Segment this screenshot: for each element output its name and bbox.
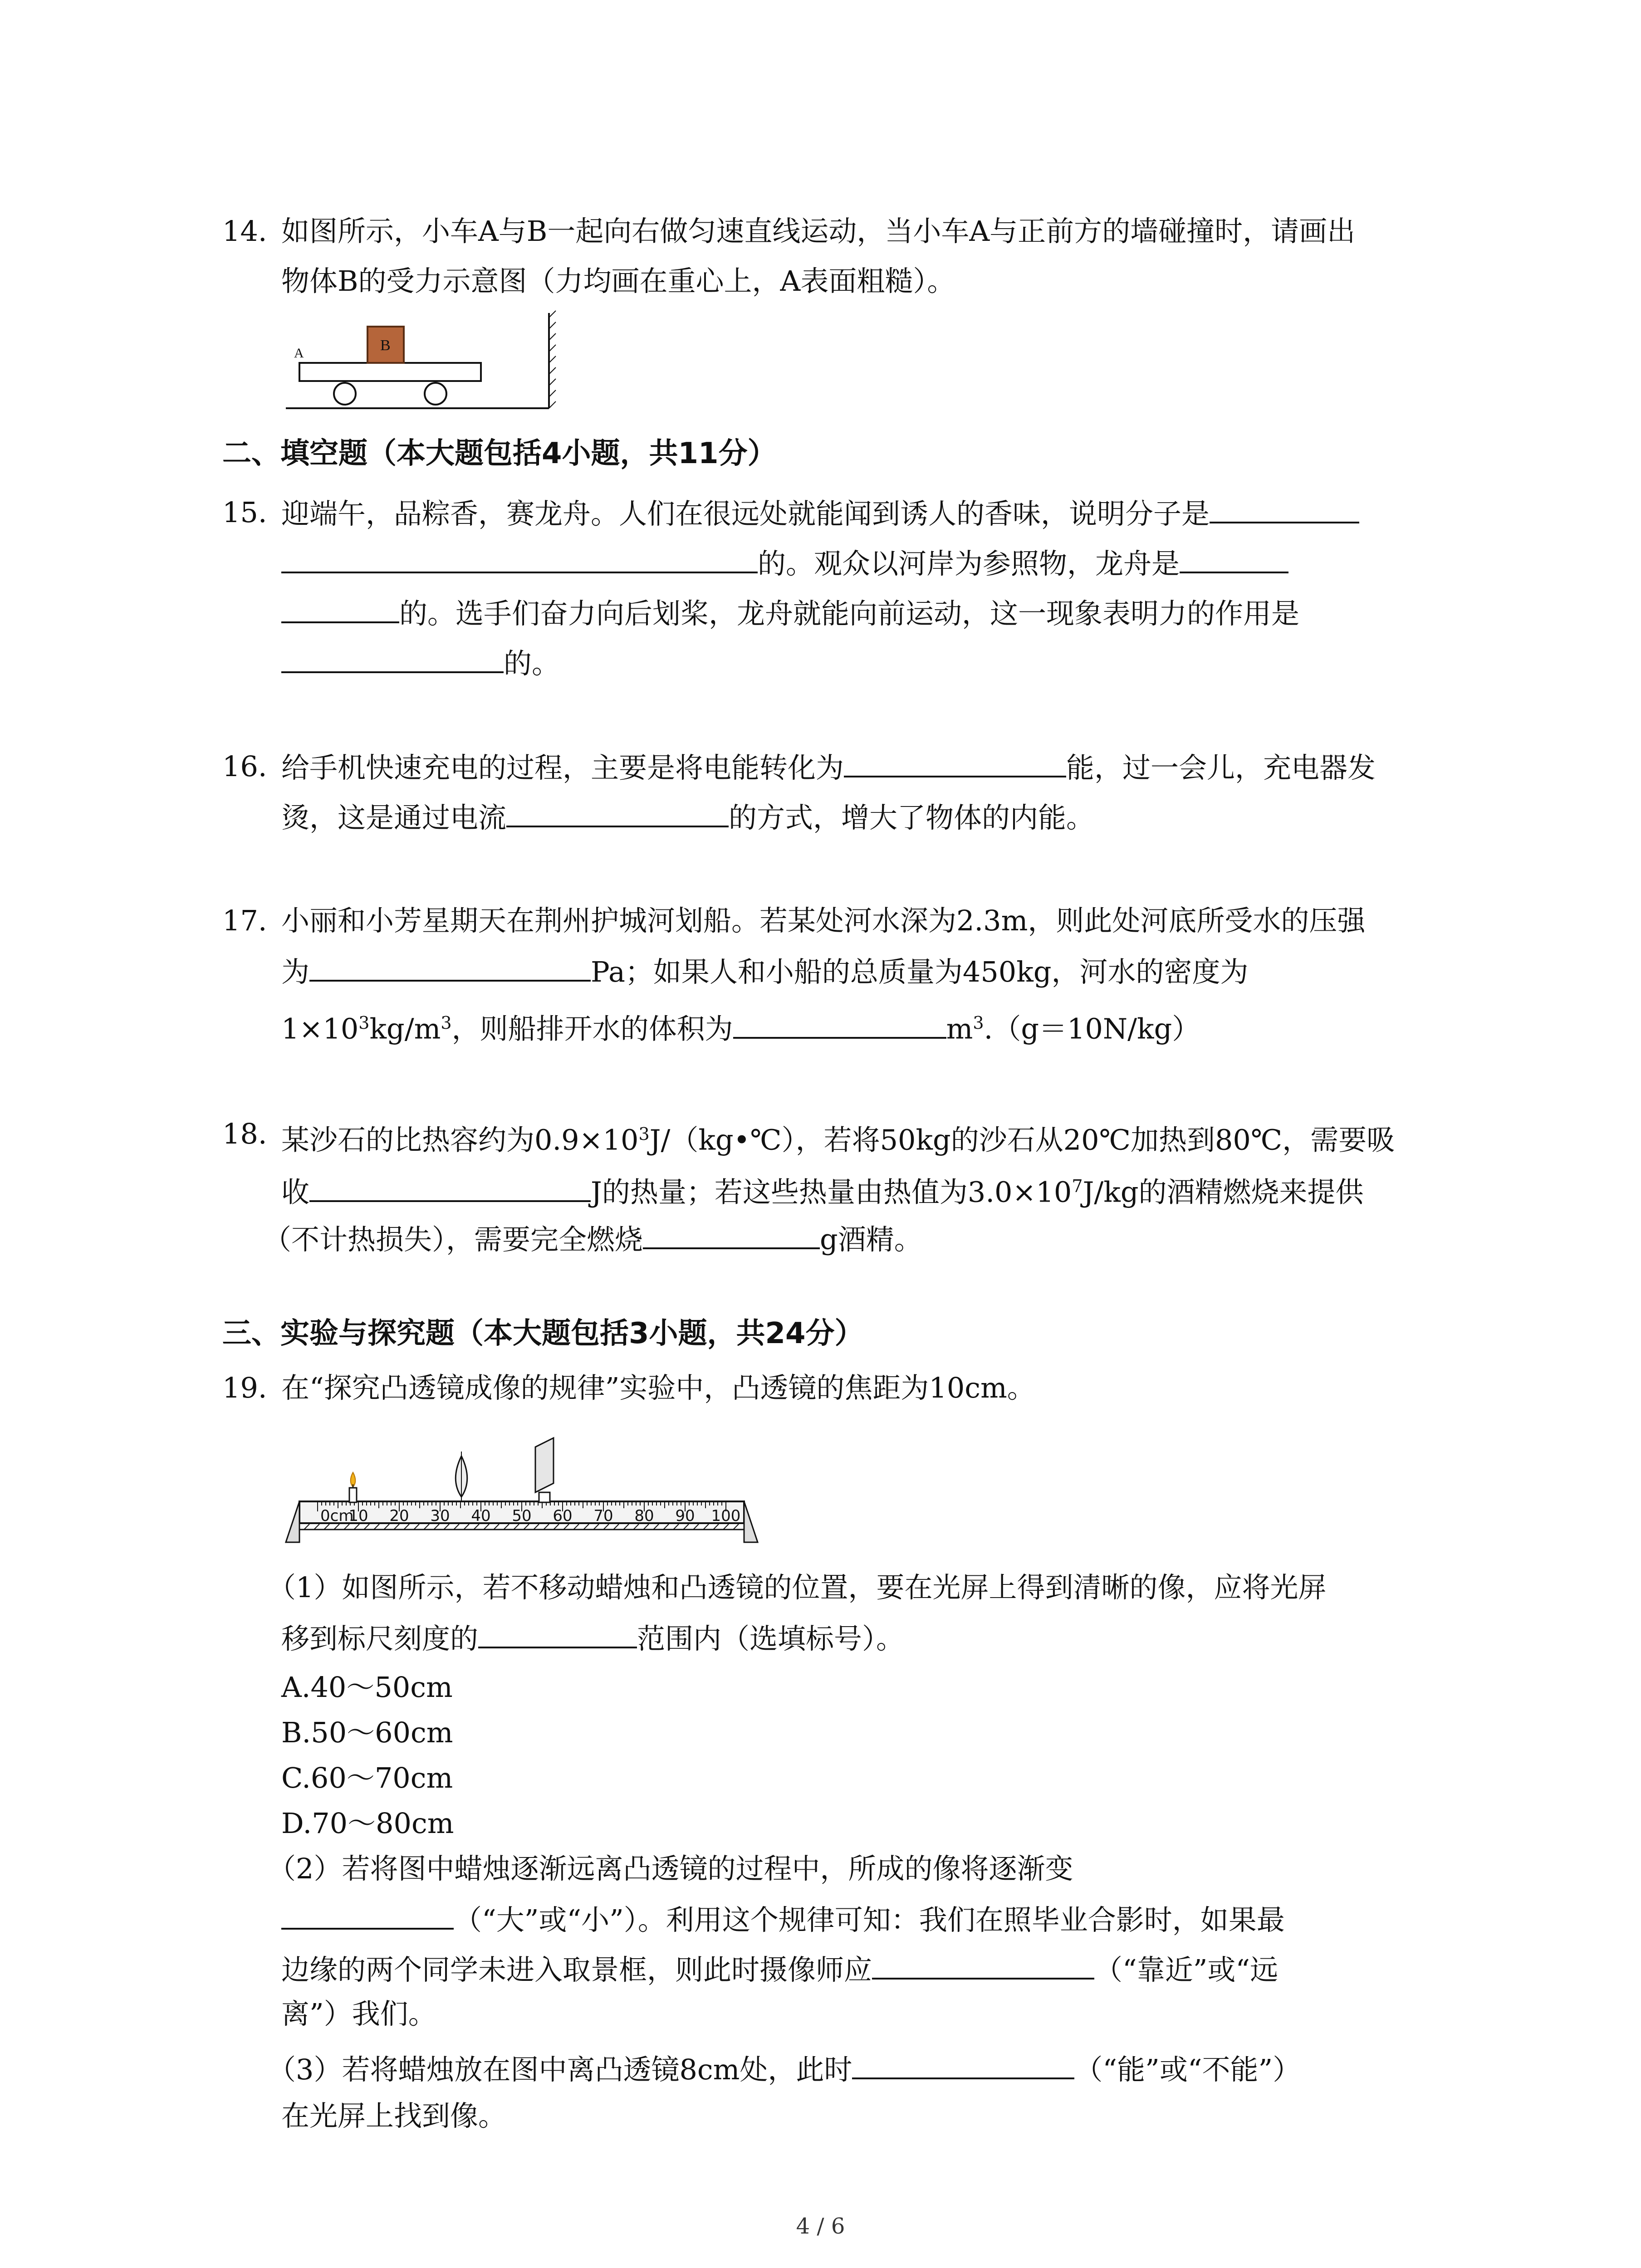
q15-blank-3[interactable]: [281, 644, 504, 673]
hatch-line: [544, 1524, 549, 1530]
hatch-line: [573, 1524, 579, 1530]
hatch-line: [613, 1524, 619, 1530]
q19-number: 19.: [222, 1371, 267, 1404]
q16-number: 16.: [222, 750, 267, 783]
section-3-title: 三、实验与探究题（本大题包括3小题，共24分）: [222, 1317, 864, 1350]
optical-bench-figure: [281, 1429, 771, 1551]
candle: [349, 1472, 357, 1502]
cart-wheel-left: [334, 383, 356, 405]
hatch-line: [703, 1524, 709, 1530]
hatch-line: [534, 1524, 539, 1530]
q15-blank-2-cont[interactable]: [281, 594, 399, 623]
q14-number: 14.: [222, 215, 267, 248]
hatch-line: [424, 1524, 429, 1530]
q19-text-line1: 在“探究凸透镜成像的规律”实验中，凸透镜的焦距为10cm。: [281, 1371, 1035, 1404]
q16-blank-1[interactable]: [844, 748, 1066, 777]
ruler-tick-label: 90: [675, 1507, 695, 1525]
cart-a-label: A: [294, 346, 304, 361]
q19-part3-line2: 在光屏上找到像。: [281, 2099, 507, 2132]
hatch-line: [663, 1524, 669, 1530]
hatch-line: [454, 1524, 459, 1530]
hatch-line: [494, 1524, 499, 1530]
q15-text-line4: 的。: [281, 644, 560, 682]
q19-blank-2[interactable]: [281, 1901, 454, 1930]
q14-cart-figure: [281, 308, 563, 417]
q17-text-line1: 小丽和小芳星期天在荆州护城河划船。若某处河水深为2.3m，则此处河底所受水的压强: [281, 904, 1366, 937]
ruler-tick-label: 30: [430, 1507, 450, 1525]
q17-blank-1[interactable]: [309, 953, 591, 982]
q19-blank-1[interactable]: [478, 1619, 637, 1648]
hatch-line: [583, 1524, 589, 1530]
bench-leg-left: [286, 1501, 299, 1542]
ruler-tick-label: 100: [711, 1507, 741, 1525]
q16-text-line1: 给手机快速充电的过程，主要是将电能转化为 能，过一会儿，充电器发: [281, 748, 1376, 786]
q14-text-line2: 物体B的受力示意图（力均画在重心上，A表面粗糙）。: [281, 264, 955, 298]
q19-blank-4[interactable]: [852, 2050, 1074, 2079]
q19-part3-line1: （3）若将蜡烛放在图中离凸透镜8cm处，此时 （“能”或“不能”）: [268, 2050, 1301, 2088]
q16-text-line2: 烫，这是通过电流 的方式，增大了物体的内能。: [281, 798, 1094, 836]
q19-option-d[interactable]: D.70～80cm: [281, 1807, 454, 1840]
ruler-tick-label: 10: [348, 1507, 368, 1525]
ruler-tick-label: 70: [593, 1507, 613, 1525]
q19-part2-line1: （2）若将图中蜡烛逐渐远离凸透镜的过程中，所成的像将逐渐变: [268, 1852, 1073, 1885]
q19-part1-line1: （1）如图所示，若不移动蜡烛和凸透镜的位置，要在光屏上得到清晰的像，应将光屏: [268, 1571, 1327, 1604]
hatch-line: [314, 1524, 319, 1530]
block-b-label: B: [380, 337, 391, 354]
q19-option-a[interactable]: A.40～50cm: [281, 1671, 453, 1704]
cart-a-body: [299, 363, 481, 381]
hatch-line: [414, 1524, 419, 1530]
section-2-title: 二、填空题（本大题包括4小题，共11分）: [222, 437, 777, 470]
q19-option-b[interactable]: B.50～60cm: [281, 1716, 453, 1749]
q19-part2-line4: 离”）我们。: [281, 1997, 436, 2030]
ruler-tick-label: 40: [471, 1507, 491, 1525]
q18-blank-1[interactable]: [309, 1173, 591, 1202]
q16-blank-2[interactable]: [506, 798, 729, 827]
ruler-tick-label: 50: [512, 1507, 532, 1525]
q17-text-line2: 为 Pa；如果人和小船的总质量为450kg，河水的密度为: [281, 953, 1249, 990]
q17-number: 17.: [222, 904, 267, 937]
hatch-line: [653, 1524, 659, 1530]
convex-lens: [456, 1452, 467, 1501]
q19-part2-line3: 边缘的两个同学未进入取景框，则此时摄像师应 （“靠近”或“远: [281, 1950, 1278, 1988]
page-number: 4 / 6: [796, 2214, 845, 2239]
hatch-line: [623, 1524, 629, 1530]
q19-option-c[interactable]: C.60～70cm: [281, 1761, 453, 1794]
ruler-tick-label: 60: [553, 1507, 573, 1525]
bench-leg-right: [744, 1501, 758, 1542]
q17-text-line3: $1\times 10^3kg/m^3$，则船排开水的体积为 $m^3.(g=10N/kg)$: [281, 1005, 1200, 1047]
q15-text-line3: 的。选手们奋力向后划桨，龙舟就能向前运动，这一现象表明力的作用是: [281, 594, 1299, 632]
ruler-tick-label: 20: [389, 1507, 409, 1525]
hatch-line: [304, 1524, 309, 1530]
q19-part2-line2: （“大”或“小”）。利用这个规律可知：我们在照毕业合影时，如果最: [281, 1901, 1285, 1938]
q15-number: 15.: [222, 496, 267, 529]
q18-text-line1: 某沙石的比热容约为$0.9\times 10^3J/(kg•℃)$，若将50kg的沙石从20℃加热到80℃，需要吸: [281, 1123, 1395, 1157]
q19-blank-3[interactable]: [872, 1950, 1094, 1980]
q18-text-line3: （不计热损失），需要完全燃烧 g酒精。: [263, 1220, 922, 1258]
q18-number: 18.: [222, 1117, 267, 1150]
q17-blank-2[interactable]: [733, 1010, 946, 1039]
ruler-tick-label: 0cm: [320, 1507, 354, 1525]
q19-part1-line2: 移到标尺刻度的 范围内（选填标号）。: [281, 1619, 904, 1657]
hatch-line: [374, 1524, 379, 1530]
hatch-line: [504, 1524, 509, 1530]
q18-blank-2[interactable]: [643, 1220, 820, 1249]
q14-text-line1: 如图所示，小车A与B一起向右做匀速直线运动，当小车A与正前方的墙碰撞时，请画出: [281, 215, 1356, 248]
q15-blank-2[interactable]: [1180, 544, 1288, 573]
cart-wheel-right: [425, 383, 446, 405]
ruler-tick-label: 80: [634, 1507, 654, 1525]
hatch-line: [384, 1524, 389, 1530]
q15-blank-1[interactable]: [1210, 494, 1359, 523]
wall-hatching: [549, 311, 556, 408]
q15-text-line2: 的。观众以河岸为参照物，龙舟是: [281, 544, 1288, 582]
light-screen: [535, 1438, 554, 1502]
q15-text-line1: 迎端午，品粽香，赛龙舟。人们在很远处就能闻到诱人的香味，说明分子是: [281, 494, 1359, 532]
hatch-line: [464, 1524, 469, 1530]
q15-blank-1-cont[interactable]: [281, 544, 758, 573]
q18-text-line2: 收 J的热量；若这些热量由热值为$3.0\times 10^7J/kg$的酒精燃烧来提供: [281, 1168, 1364, 1211]
